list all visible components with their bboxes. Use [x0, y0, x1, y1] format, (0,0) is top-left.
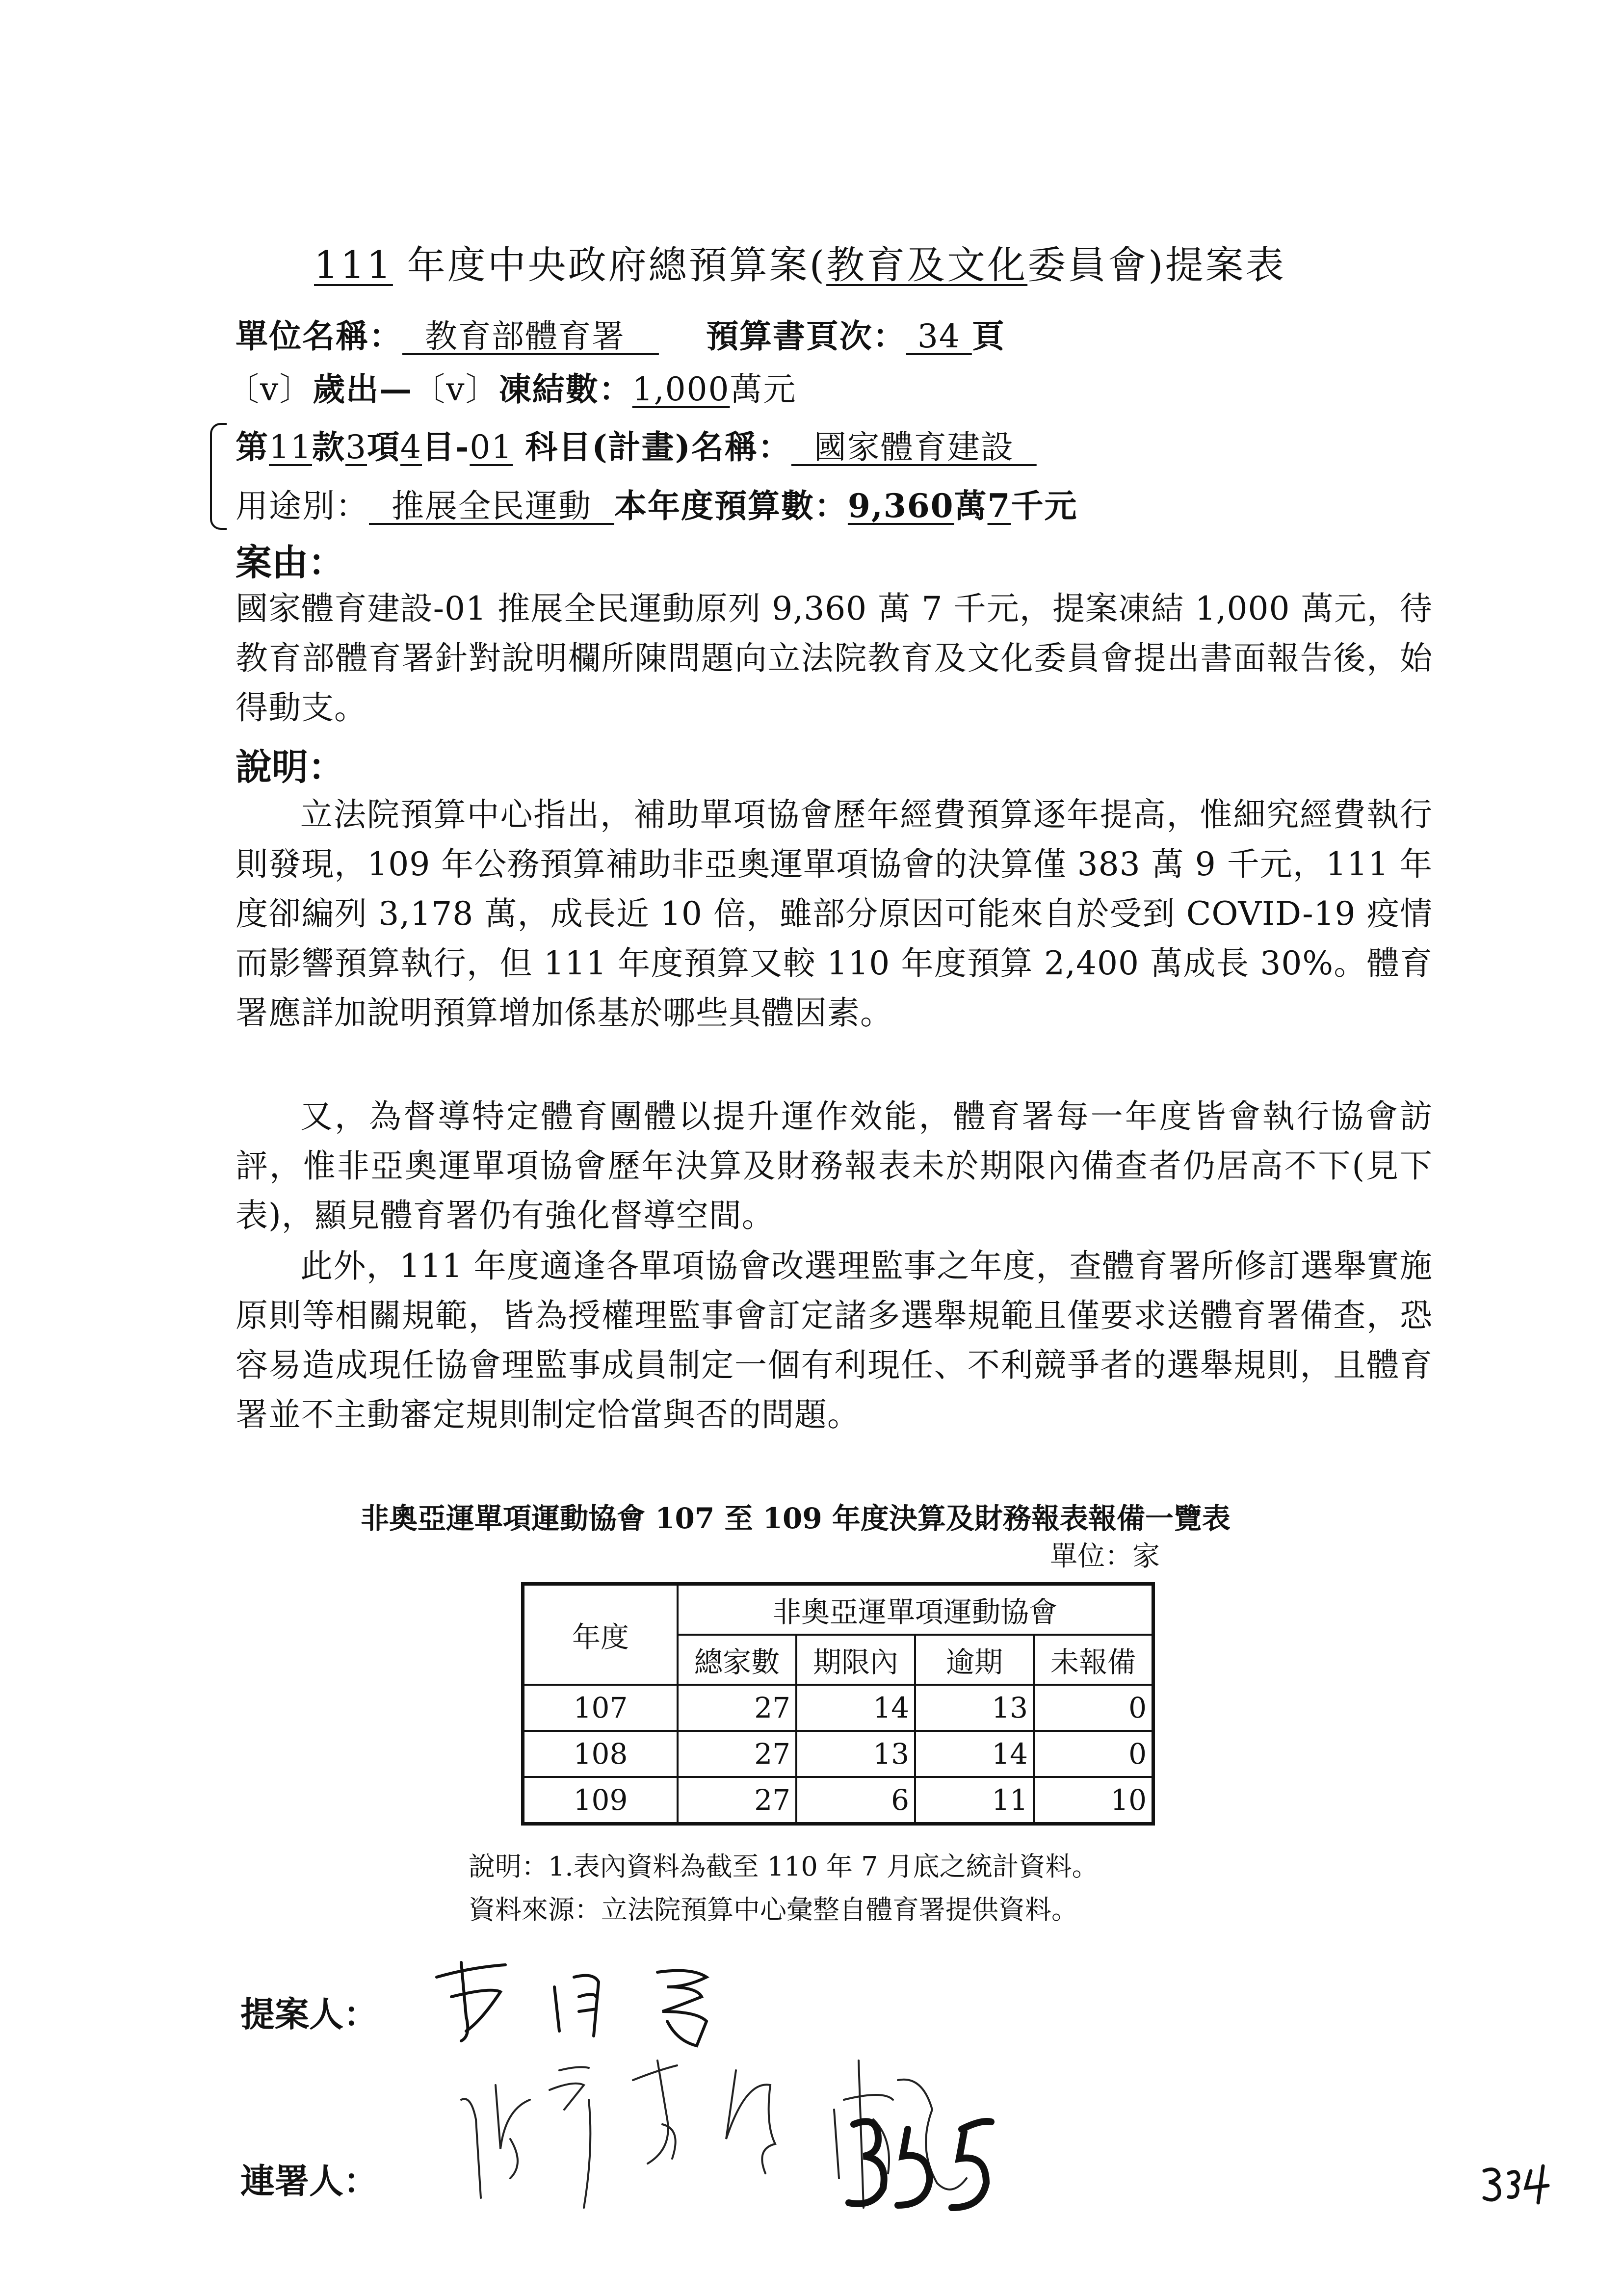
table-row	[523, 1731, 1153, 1777]
kuan-label: 款	[312, 428, 345, 466]
explanation-paragraph-2: 又，為督導特定體育團體以提升運作效能，體育署每一年度皆會執行協會訪評，惟非亞奧運單項協會歷年決算及財務報表未於期限內備查者仍居高不下(見下表)，顯見體育署仍有強化督導空間。	[236, 1097, 1433, 1234]
unit-label: 單位名稱：	[236, 317, 402, 355]
proposer-signature	[432, 1957, 785, 2056]
table-source: 資料來源：立法院預算中心彙整自體育署提供資料。	[469, 1894, 1078, 1925]
table-header-row	[523, 1584, 1153, 1635]
title-post: 委員會)提案表	[1027, 243, 1286, 287]
value-cell: 27	[678, 1777, 796, 1824]
explanation-paragraph-3: 此外，111 年度適逢各單項協會改選理監事之年度，查體育署所修訂選舉實施原則等相關規範，皆為授權理監事會訂定諸多選舉規範且僅要求送體育署備查，恐容易造成現任協會理監事成員制定一個有利現任、不利競爭者的選舉規則，且體育署並不主動審定規則制定恰當與否的問題。	[236, 1247, 1433, 1434]
expense-label: 歲出—	[313, 370, 413, 408]
mu-value: 4	[400, 428, 422, 466]
unit-value: 教育部體育署	[402, 317, 659, 355]
table-note: 說明：1.表內資料為截至 110 年 7 月底之統計資料。	[469, 1851, 1099, 1882]
table-row	[523, 1777, 1153, 1824]
title-pre: 年度中央政府總預算案(	[393, 243, 827, 287]
explanation-paragraph-1: 立法院預算中心指出，補助單項協會歷年經費預算逐年提高，惟細究經費執行則發現，109 年公務預算補助非亞奧運單項協會的決算僅 383 萬 9 千元，111 年度卻編列 3,178 萬，成長近 10 倍，雖部分原因可能來自於受到 COVID-19 疫情而影響預算執行，但 111 年度預算又較 110 年度預算 2,400 萬成長 30%。體育署應詳加說明預算增加係基於哪些具體因素。	[236, 796, 1433, 1032]
value-cell: 14	[915, 1731, 1034, 1777]
value-cell: 27	[678, 1731, 796, 1777]
xiang-value: 3	[345, 428, 367, 466]
title-committee: 教育及文化	[826, 243, 1028, 287]
xiang-label: 項	[367, 428, 400, 466]
page-number-handwritten	[1482, 2164, 1555, 2208]
statistics-table	[521, 1582, 1155, 1826]
freeze-label: 凍結數：	[498, 370, 632, 408]
sub-value: 01	[470, 428, 513, 466]
year-cell: 107	[523, 1685, 678, 1731]
purpose-label: 用途別：	[236, 487, 369, 525]
value-cell: 13	[796, 1731, 915, 1777]
value-cell: 27	[678, 1685, 796, 1731]
purpose-value: 推展全民運動	[369, 487, 614, 525]
column-header: 期限內	[796, 1635, 915, 1685]
expense-checkbox: 〔v〕	[227, 370, 313, 408]
table-title: 非奧亞運單項運動協會 107 至 109 年度決算及財務報表報備一覽表	[361, 1502, 1231, 1535]
page-value: 34	[906, 317, 972, 355]
title-year: 111	[314, 243, 393, 287]
cosigner-label: 連署人：	[240, 2161, 378, 2201]
budget-line	[236, 480, 1078, 526]
year-cell: 109	[523, 1777, 678, 1824]
column-header: 總家數	[678, 1635, 796, 1685]
explanation-heading: 說明：	[236, 746, 344, 788]
value-cell: 6	[796, 1777, 915, 1824]
subject-line	[236, 421, 1037, 468]
freeze-line	[227, 363, 797, 410]
reason-text: 國家體育建設-01 推展全民運動原列 9,360 萬 7 千元，提案凍結 1,000 萬元，待教育部體育署針對說明欄所陳問題向立法院教育及文化委員會提出書面報告後，始得動支。	[236, 590, 1433, 727]
table-unit: 單位：家	[1050, 1540, 1160, 1572]
reason-heading: 案由：	[236, 542, 344, 584]
value-cell: 14	[796, 1685, 915, 1731]
proposer-label: 提案人：	[240, 1994, 378, 2035]
value-cell: 0	[1034, 1731, 1153, 1777]
column-header: 逾期	[915, 1635, 1034, 1685]
group-header: 非奧亞運單項運動協會	[678, 1584, 1153, 1635]
freeze-value: 1,000	[632, 370, 730, 408]
qian-label: 千元	[1011, 487, 1078, 525]
mu-label: 目-	[421, 428, 470, 466]
page-label: 預算書頁次：	[706, 317, 906, 355]
year-header: 年度	[523, 1584, 678, 1685]
column-header: 未報備	[1034, 1635, 1153, 1685]
value-cell: 13	[915, 1685, 1034, 1731]
freeze-checkbox: 〔v〕	[413, 370, 499, 408]
budget-qian-value: 7	[987, 487, 1011, 525]
value-cell: 10	[1034, 1777, 1153, 1824]
stamp-number	[844, 2110, 1001, 2218]
table-row	[523, 1685, 1153, 1731]
value-cell: 11	[915, 1777, 1034, 1824]
wan-label: 萬	[954, 487, 988, 525]
freeze-unit: 萬元	[730, 370, 797, 408]
subject-label: 科目(計畫)名稱：	[513, 428, 791, 466]
kuan-value: 11	[269, 428, 312, 466]
bracket-decoration	[210, 423, 227, 530]
subject-value: 國家體育建設	[791, 428, 1037, 466]
budget-label: 本年度預算數：	[614, 487, 848, 525]
unit-line	[236, 310, 1005, 357]
year-cell: 108	[523, 1731, 678, 1777]
page-title	[314, 235, 1286, 289]
budget-wan-value: 9,360	[847, 487, 954, 525]
di-label: 第	[236, 428, 269, 466]
value-cell: 0	[1034, 1685, 1153, 1731]
page-suffix: 頁	[971, 317, 1005, 355]
